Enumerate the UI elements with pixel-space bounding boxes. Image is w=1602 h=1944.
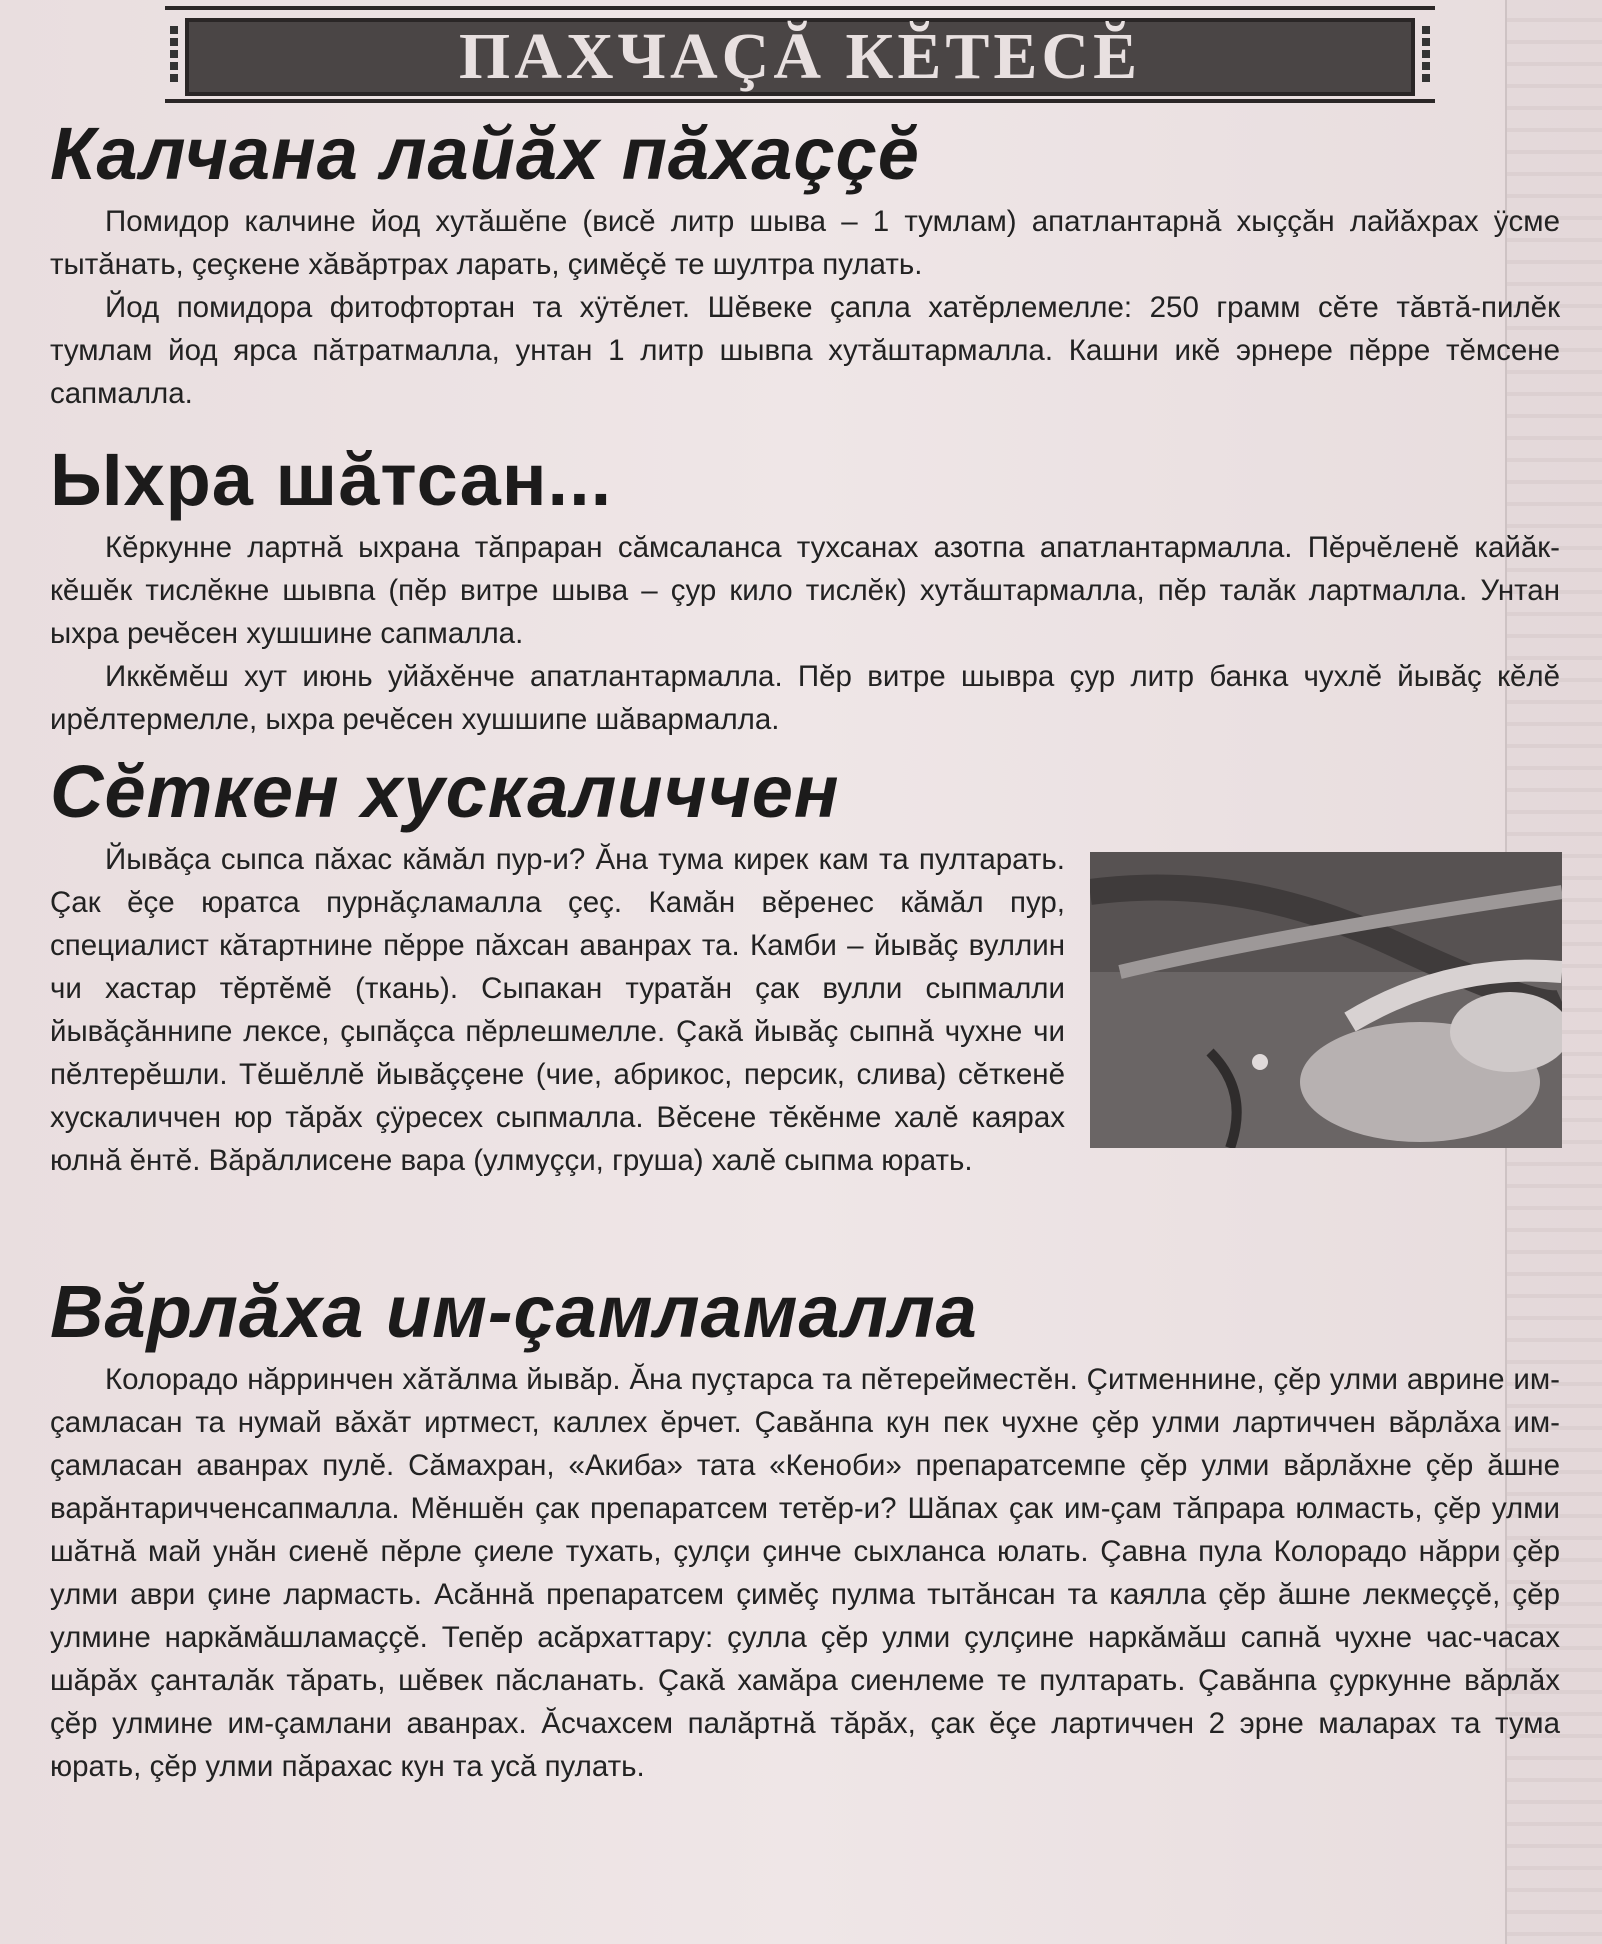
article-garlic (50, 438, 1560, 741)
article-paragraph: Иккĕмĕш хут июнь уйăхĕнче апатлантармалла. Пĕр витре шывра çур литр банка чухлĕ йывăç кĕлĕ ирĕлтермелле, ыхра речĕсен хушшипе шăвармалла. (50, 660, 1560, 736)
article-paragraph: Колорадо нăрринчен хăтăлма йывăр. Ăна пуçтарса та пĕтерейместĕн. Çитменнине, çĕр улми аврине им-çамласан та нумай вăхăт иртмест, каллех ĕрчет. Çавăнпа кун пек чухне çĕр улми лартиччен вăрлăха им-çамласан аванрах пулĕ. Сăмахран, «Акиба» тата «Кеноби» препаратсемпе çĕр улми вăрлăхне çĕр ăшне варăнтаричченсапмалла. Мĕншĕн çак препаратсем тетĕр-и? Шăпах çак им-çам тăпрара юлмасть, çĕр улми шăтнă май унăн сиенĕ пĕрле çиеле тухать, çулçи çинче сыхланса юлать. Çавна пула Колорадо нăрри çĕр улми аври çине лармасть. Асăннă препаратсем çимĕç пулма тытăнсан та каялла çĕр ăшне лекмеççĕ, çĕр улмине наркăмăшламаççĕ. Тепĕр асăрхаттару: çулла çĕр улми çулçине наркăмăш сапнă чухне час-часах шăрăх çанталăк тăрать, шĕвек пăсланать. Çакă хамăра сиенлеме те пултарать. Çавăнпа çуркунне вăрлăх çĕр улмине им-çамлани аванрах. Ăсчахсем палăртнă тăрăх, çак ĕçе лартиччен 2 эрне маларах та тума юрать, çĕр улми пăрахас кун та усă пулать. (50, 1363, 1560, 1783)
article-paragraph: Кĕркунне лартнă ыхрана тăпраран сăмсаланса тухсанах азотпа апатлантармалла. Пĕрчĕленĕ кайăк-кĕшĕк тислĕкне шывпа (пĕр витре шыва – çур кило тислĕк) хутăштармалла, пĕр талăк лартмалла. Унтан ыхра речĕсен хушшине сапмалла. (50, 531, 1560, 650)
article-paragraph: Йод помидора фитофтортан та хÿтĕлет. Шĕвеке çапла хатĕрлемелле: 250 грамм сĕте тăвтă-пилĕк тумлам йод ярса пăтратмалла, унтан 1 литр шывпа хутăштармалла. Кашни икĕ эрнере пĕрре тĕмсене сапмалла. (50, 291, 1560, 410)
grafting-photo (1090, 852, 1562, 1148)
ornament-right (1419, 22, 1433, 86)
article-seedlings (50, 112, 1560, 415)
rubric-title: ПАХЧАÇĂ КĔТЕСĔ (458, 20, 1142, 93)
article-heading: Калчана лайăх пăхаççĕ (50, 112, 920, 195)
rubric-header (165, 4, 1435, 104)
article-heading: Сĕткен хускаличчен (50, 750, 840, 833)
article-heading: Вăрлăха им-çамламалла (50, 1270, 978, 1353)
article-paragraph: Йывăçа сыпса пăхас кăмăл пур-и? Ăна тума кирек кам та пултарать. Çак ĕçе юратса пурнăçламалла çеç. Камăн вĕренес кăмăл пур, специалист кăтартнине пĕрре пăхсан аванрах та. Камби – йывăç вуллин чи хастар тĕртĕмĕ (ткань). Сыпакан туратăн çак вулли сыпмалли йывăçăннипе лексе, çыпăçса пĕрлешмелле. Çакă йывăç сыпнă чухне чи пĕлтерĕшли. Тĕшĕллĕ йывăççене (чие, абрикос, персик, слива) сĕткенĕ хускаличчен юр тăрăх çÿресех сыпмалла. Вĕсене тĕкĕнме халĕ каярах юлнă ĕнтĕ. Вăрăллисене вара (улмуççи, груша) халĕ сыпма юрать. (50, 843, 1065, 1177)
ornament-left (167, 22, 181, 86)
article-seed-treatment (50, 1270, 1560, 1788)
article-paragraph: Помидор калчине йод хутăшĕпе (висĕ литр шыва – 1 тумлам) апатлантарнă хыççăн лайăхрах ÿсме тытăнать, çеçкене хăвăртрах ларать, çимĕçĕ те шултра пулать. (50, 205, 1560, 281)
article-heading: Ыхра шăтсан... (50, 438, 613, 521)
